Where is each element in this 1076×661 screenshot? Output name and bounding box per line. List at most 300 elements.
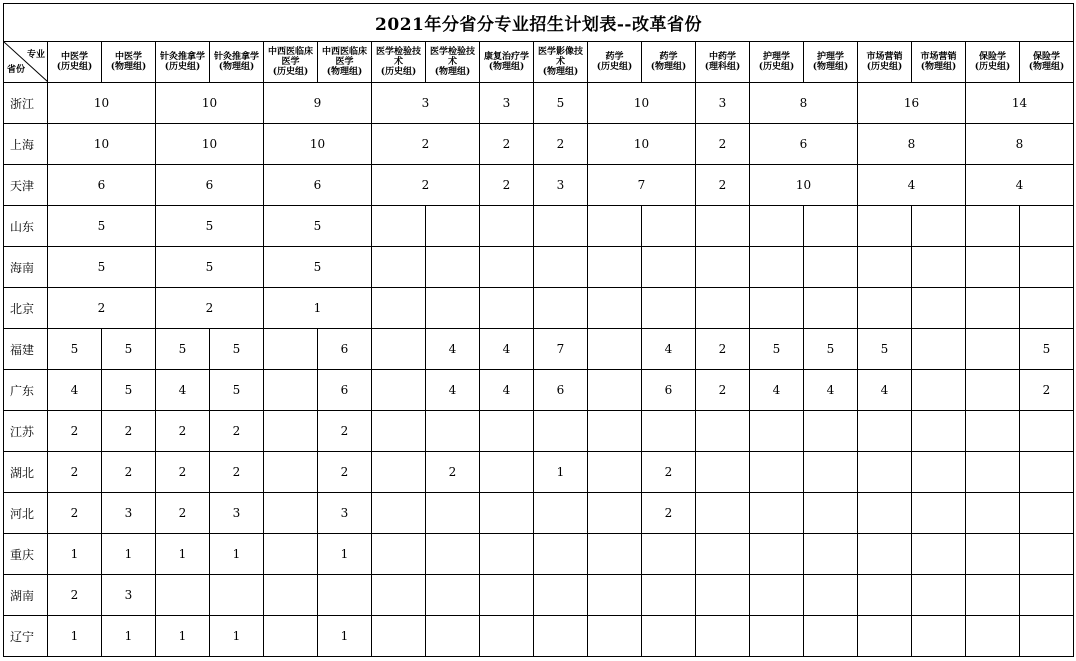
quota-cell[interactable] [966, 411, 1020, 452]
column-header[interactable] [318, 42, 372, 83]
quota-cell[interactable]: 2 [48, 288, 156, 329]
quota-cell[interactable]: 2 [102, 452, 156, 493]
enrollment-plan-table [3, 3, 1074, 657]
quota-cell[interactable] [372, 329, 426, 370]
quota-cell[interactable]: 2 [642, 493, 696, 534]
quota-cell[interactable] [372, 288, 426, 329]
column-header[interactable] [372, 42, 426, 83]
quota-cell[interactable] [588, 206, 642, 247]
quota-cell[interactable]: 8 [858, 124, 966, 165]
quota-cell[interactable]: 2 [696, 370, 750, 411]
quota-cell[interactable]: 8 [750, 83, 858, 124]
quota-cell[interactable] [372, 534, 426, 575]
quota-cell[interactable] [804, 411, 858, 452]
quota-cell[interactable] [1020, 288, 1074, 329]
quota-cell[interactable]: 1 [48, 534, 102, 575]
quota-cell[interactable]: 2 [642, 452, 696, 493]
quota-cell[interactable]: 2 [318, 411, 372, 452]
diagonal-line [4, 42, 48, 82]
quota-cell[interactable] [588, 534, 642, 575]
quota-cell[interactable]: 2 [480, 124, 534, 165]
quota-cell[interactable]: 4 [426, 370, 480, 411]
quota-cell[interactable]: 2 [372, 124, 480, 165]
column-header[interactable] [696, 42, 750, 83]
column-header-label: 针灸推拿学 (物理组) [213, 52, 259, 72]
province-cell[interactable]: 重庆 [4, 534, 48, 575]
quota-cell[interactable] [858, 534, 912, 575]
quota-cell[interactable] [966, 493, 1020, 534]
quota-cell[interactable] [750, 206, 804, 247]
quota-cell[interactable]: 6 [642, 370, 696, 411]
quota-cell[interactable] [372, 575, 426, 616]
quota-cell[interactable] [1020, 411, 1074, 452]
quota-cell[interactable]: 10 [588, 83, 696, 124]
quota-cell[interactable]: 2 [48, 493, 102, 534]
quota-cell[interactable] [858, 575, 912, 616]
quota-cell[interactable] [804, 452, 858, 493]
quota-cell[interactable] [912, 616, 966, 657]
quota-cell[interactable] [1020, 575, 1074, 616]
quota-cell[interactable] [804, 575, 858, 616]
quota-cell[interactable]: 10 [264, 124, 372, 165]
column-header[interactable] [102, 42, 156, 83]
quota-cell[interactable] [696, 247, 750, 288]
quota-cell[interactable]: 10 [48, 83, 156, 124]
quota-cell[interactable]: 8 [966, 124, 1074, 165]
column-header-label: 医学影像技 术 (物理组) [537, 47, 583, 77]
quota-cell[interactable] [858, 411, 912, 452]
quota-cell[interactable] [696, 534, 750, 575]
quota-cell[interactable]: 3 [210, 493, 264, 534]
column-header-label: 保险学 (历史组) [974, 52, 1011, 72]
quota-cell[interactable]: 1 [264, 288, 372, 329]
header-row [4, 42, 1074, 83]
quota-cell[interactable]: 3 [372, 83, 480, 124]
quota-cell[interactable]: 5 [264, 206, 372, 247]
quota-cell[interactable] [642, 534, 696, 575]
quota-cell[interactable] [534, 616, 588, 657]
corner-cell[interactable] [4, 42, 48, 83]
column-header-label: 医学检验技 术 (历史组) [375, 47, 421, 77]
quota-cell[interactable]: 2 [210, 411, 264, 452]
quota-cell[interactable] [372, 206, 426, 247]
quota-cell[interactable]: 5 [102, 370, 156, 411]
quota-cell[interactable] [264, 452, 318, 493]
quota-cell[interactable] [912, 452, 966, 493]
quota-cell[interactable] [1020, 534, 1074, 575]
quota-cell[interactable] [588, 493, 642, 534]
table-row [4, 575, 1074, 616]
column-header-label: 中西医临床 医学 (历史组) [267, 47, 313, 77]
quota-cell[interactable] [858, 247, 912, 288]
table-title[interactable]: 2021年分省分专业招生计划表--改革省份 [4, 4, 1074, 42]
quota-cell[interactable]: 10 [750, 165, 858, 206]
quota-cell[interactable] [858, 288, 912, 329]
quota-cell[interactable] [804, 247, 858, 288]
quota-cell[interactable] [534, 288, 588, 329]
quota-cell[interactable] [534, 247, 588, 288]
quota-cell[interactable]: 6 [534, 370, 588, 411]
quota-cell[interactable]: 4 [750, 370, 804, 411]
quota-cell[interactable]: 6 [750, 124, 858, 165]
column-header[interactable] [588, 42, 642, 83]
province-cell[interactable]: 广东 [4, 370, 48, 411]
quota-cell[interactable]: 4 [642, 329, 696, 370]
quota-cell[interactable]: 2 [156, 288, 264, 329]
quota-cell[interactable]: 2 [534, 124, 588, 165]
quota-cell[interactable]: 4 [858, 165, 966, 206]
column-header[interactable] [642, 42, 696, 83]
quota-cell[interactable] [804, 534, 858, 575]
quota-cell[interactable]: 4 [156, 370, 210, 411]
quota-cell[interactable]: 2 [1020, 370, 1074, 411]
column-header[interactable] [210, 42, 264, 83]
quota-cell[interactable] [264, 493, 318, 534]
quota-cell[interactable] [372, 370, 426, 411]
column-header-label: 中药学 (理科组) [704, 52, 741, 72]
quota-cell[interactable] [426, 616, 480, 657]
quota-cell[interactable]: 5 [48, 329, 102, 370]
quota-cell[interactable] [588, 247, 642, 288]
quota-cell[interactable]: 4 [804, 370, 858, 411]
quota-cell[interactable] [1020, 616, 1074, 657]
quota-cell[interactable] [912, 370, 966, 411]
column-header[interactable] [480, 42, 534, 83]
quota-cell[interactable]: 6 [318, 329, 372, 370]
quota-cell[interactable] [966, 616, 1020, 657]
quota-cell[interactable]: 5 [534, 83, 588, 124]
quota-cell[interactable]: 4 [426, 329, 480, 370]
corner-label-major: 专业 [26, 50, 45, 60]
quota-cell[interactable]: 2 [156, 411, 210, 452]
table-row [4, 206, 1074, 247]
quota-cell[interactable]: 5 [156, 206, 264, 247]
table-row [4, 288, 1074, 329]
province-cell[interactable]: 海南 [4, 247, 48, 288]
column-header-label: 市场营销 (物理组) [920, 52, 957, 72]
quota-cell[interactable] [912, 329, 966, 370]
column-header[interactable] [1020, 42, 1074, 83]
quota-cell[interactable] [1020, 247, 1074, 288]
quota-cell[interactable] [966, 452, 1020, 493]
quota-cell[interactable] [696, 493, 750, 534]
quota-cell[interactable]: 10 [48, 124, 156, 165]
province-cell[interactable]: 天津 [4, 165, 48, 206]
quota-cell[interactable] [696, 452, 750, 493]
column-header[interactable] [48, 42, 102, 83]
quota-cell[interactable]: 4 [966, 165, 1074, 206]
quota-cell[interactable]: 5 [804, 329, 858, 370]
quota-cell[interactable] [588, 452, 642, 493]
quota-cell[interactable] [858, 206, 912, 247]
quota-cell[interactable] [750, 534, 804, 575]
quota-cell[interactable]: 5 [156, 329, 210, 370]
quota-cell[interactable]: 1 [318, 616, 372, 657]
quota-cell[interactable]: 3 [102, 493, 156, 534]
column-header[interactable] [264, 42, 318, 83]
quota-cell[interactable] [912, 206, 966, 247]
quota-cell[interactable] [480, 411, 534, 452]
quota-cell[interactable]: 2 [48, 452, 102, 493]
quota-cell[interactable] [966, 288, 1020, 329]
quota-cell[interactable] [480, 534, 534, 575]
quota-cell[interactable] [588, 411, 642, 452]
quota-cell[interactable]: 6 [264, 165, 372, 206]
quota-cell[interactable] [156, 575, 210, 616]
quota-cell[interactable] [426, 575, 480, 616]
table-row [4, 411, 1074, 452]
quota-cell[interactable]: 3 [102, 575, 156, 616]
quota-cell[interactable] [642, 575, 696, 616]
quota-cell[interactable]: 3 [696, 83, 750, 124]
quota-cell[interactable]: 5 [858, 329, 912, 370]
quota-cell[interactable] [1020, 493, 1074, 534]
table-row [4, 370, 1074, 411]
quota-cell[interactable]: 1 [102, 616, 156, 657]
province-cell[interactable]: 浙江 [4, 83, 48, 124]
quota-cell[interactable] [264, 616, 318, 657]
quota-cell[interactable]: 1 [318, 534, 372, 575]
province-cell[interactable]: 山东 [4, 206, 48, 247]
province-cell[interactable]: 江苏 [4, 411, 48, 452]
column-header[interactable] [912, 42, 966, 83]
quota-cell[interactable]: 2 [156, 493, 210, 534]
quota-cell[interactable]: 5 [102, 329, 156, 370]
quota-cell[interactable]: 2 [696, 124, 750, 165]
quota-cell[interactable] [372, 247, 426, 288]
quota-cell[interactable] [264, 370, 318, 411]
quota-cell[interactable]: 5 [210, 370, 264, 411]
quota-cell[interactable]: 5 [156, 247, 264, 288]
quota-cell[interactable]: 2 [156, 452, 210, 493]
quota-cell[interactable] [264, 534, 318, 575]
corner-label-province: 省份 [7, 65, 26, 75]
column-header[interactable] [750, 42, 804, 83]
quota-cell[interactable] [588, 616, 642, 657]
quota-cell[interactable] [534, 411, 588, 452]
table-row [4, 329, 1074, 370]
quota-cell[interactable]: 2 [696, 165, 750, 206]
column-header-label: 保险学 (物理组) [1028, 52, 1065, 72]
column-header-label: 针灸推拿学 (历史组) [159, 52, 205, 72]
quota-cell[interactable]: 2 [696, 329, 750, 370]
quota-cell[interactable]: 2 [318, 452, 372, 493]
quota-cell[interactable] [642, 206, 696, 247]
column-header-label: 护理学 (物理组) [812, 52, 849, 72]
quota-cell[interactable]: 2 [480, 165, 534, 206]
quota-cell[interactable] [588, 575, 642, 616]
quota-cell[interactable]: 6 [48, 165, 156, 206]
quota-cell[interactable] [426, 411, 480, 452]
quota-cell[interactable] [858, 452, 912, 493]
quota-cell[interactable] [264, 411, 318, 452]
quota-cell[interactable] [642, 247, 696, 288]
quota-cell[interactable]: 3 [318, 493, 372, 534]
quota-cell[interactable] [750, 493, 804, 534]
quota-cell[interactable] [696, 206, 750, 247]
quota-cell[interactable] [642, 616, 696, 657]
quota-cell[interactable] [912, 493, 966, 534]
quota-cell[interactable] [588, 329, 642, 370]
quota-cell[interactable] [750, 452, 804, 493]
column-header-label: 康复治疗学 (物理组) [483, 52, 529, 72]
quota-cell[interactable] [966, 247, 1020, 288]
column-header[interactable] [804, 42, 858, 83]
quota-cell[interactable]: 16 [858, 83, 966, 124]
column-header[interactable] [156, 42, 210, 83]
quota-cell[interactable] [588, 288, 642, 329]
table-row [4, 83, 1074, 124]
quota-cell[interactable] [966, 534, 1020, 575]
quota-cell[interactable] [372, 616, 426, 657]
quota-cell[interactable]: 5 [210, 329, 264, 370]
quota-cell[interactable] [480, 575, 534, 616]
column-header[interactable] [966, 42, 1020, 83]
quota-cell[interactable] [264, 329, 318, 370]
quota-cell[interactable] [480, 206, 534, 247]
quota-cell[interactable]: 2 [426, 452, 480, 493]
quota-cell[interactable]: 2 [48, 575, 102, 616]
quota-cell[interactable]: 1 [210, 616, 264, 657]
province-cell[interactable]: 湖北 [4, 452, 48, 493]
quota-cell[interactable] [750, 247, 804, 288]
quota-cell[interactable]: 5 [48, 206, 156, 247]
quota-cell[interactable] [966, 575, 1020, 616]
quota-cell[interactable] [426, 534, 480, 575]
quota-cell[interactable] [588, 370, 642, 411]
quota-cell[interactable] [264, 575, 318, 616]
quota-cell[interactable]: 6 [156, 165, 264, 206]
quota-cell[interactable]: 5 [750, 329, 804, 370]
column-header-label: 药学 (物理组) [650, 52, 687, 72]
column-header-label: 中西医临床 医学 (物理组) [321, 47, 367, 77]
quota-cell[interactable] [696, 575, 750, 616]
quota-cell[interactable] [696, 616, 750, 657]
quota-cell[interactable]: 2 [102, 411, 156, 452]
quota-cell[interactable] [804, 616, 858, 657]
quota-cell[interactable] [480, 288, 534, 329]
quota-cell[interactable] [534, 493, 588, 534]
quota-cell[interactable] [642, 288, 696, 329]
column-header-label: 市场营销 (历史组) [866, 52, 903, 72]
quota-cell[interactable]: 7 [588, 165, 696, 206]
quota-cell[interactable] [210, 575, 264, 616]
quota-cell[interactable] [858, 616, 912, 657]
quota-cell[interactable] [372, 452, 426, 493]
quota-cell[interactable] [1020, 206, 1074, 247]
quota-cell[interactable]: 1 [48, 616, 102, 657]
quota-cell[interactable] [966, 329, 1020, 370]
quota-cell[interactable]: 2 [372, 165, 480, 206]
quota-cell[interactable] [750, 288, 804, 329]
quota-cell[interactable]: 3 [534, 165, 588, 206]
table-row [4, 165, 1074, 206]
quota-cell[interactable]: 10 [588, 124, 696, 165]
province-cell[interactable]: 北京 [4, 288, 48, 329]
quota-cell[interactable] [696, 411, 750, 452]
column-header[interactable] [858, 42, 912, 83]
province-cell[interactable]: 湖南 [4, 575, 48, 616]
quota-cell[interactable] [480, 247, 534, 288]
column-header[interactable] [534, 42, 588, 83]
quota-cell[interactable]: 1 [534, 452, 588, 493]
quota-cell[interactable] [1020, 452, 1074, 493]
column-header[interactable] [426, 42, 480, 83]
quota-cell[interactable] [912, 575, 966, 616]
quota-cell[interactable] [696, 288, 750, 329]
province-cell[interactable]: 辽宁 [4, 616, 48, 657]
quota-cell[interactable] [912, 411, 966, 452]
quota-cell[interactable] [642, 411, 696, 452]
quota-cell[interactable] [804, 206, 858, 247]
quota-cell[interactable]: 3 [480, 83, 534, 124]
quota-cell[interactable]: 5 [1020, 329, 1074, 370]
quota-cell[interactable] [426, 206, 480, 247]
province-cell[interactable]: 福建 [4, 329, 48, 370]
quota-cell[interactable] [804, 493, 858, 534]
province-cell[interactable]: 河北 [4, 493, 48, 534]
quota-cell[interactable] [426, 288, 480, 329]
column-header-label: 医学检验技 术 (物理组) [429, 47, 475, 77]
quota-cell[interactable] [480, 493, 534, 534]
quota-cell[interactable] [318, 575, 372, 616]
quota-cell[interactable] [804, 288, 858, 329]
quota-cell[interactable] [480, 616, 534, 657]
quota-cell[interactable] [426, 247, 480, 288]
quota-cell[interactable]: 5 [48, 247, 156, 288]
quota-cell[interactable] [372, 411, 426, 452]
quota-cell[interactable] [858, 493, 912, 534]
quota-cell[interactable] [372, 493, 426, 534]
quota-cell[interactable]: 4 [480, 370, 534, 411]
quota-cell[interactable]: 2 [48, 411, 102, 452]
quota-cell[interactable]: 5 [264, 247, 372, 288]
table-row [4, 493, 1074, 534]
quota-cell[interactable] [966, 206, 1020, 247]
quota-cell[interactable]: 9 [264, 83, 372, 124]
quota-cell[interactable] [912, 288, 966, 329]
quota-cell[interactable]: 1 [210, 534, 264, 575]
quota-cell[interactable] [966, 370, 1020, 411]
quota-cell[interactable] [750, 411, 804, 452]
quota-cell[interactable]: 14 [966, 83, 1074, 124]
quota-cell[interactable]: 10 [156, 124, 264, 165]
quota-cell[interactable]: 2 [210, 452, 264, 493]
quota-cell[interactable] [750, 575, 804, 616]
quota-cell[interactable]: 10 [156, 83, 264, 124]
quota-cell[interactable]: 4 [480, 329, 534, 370]
quota-cell[interactable] [534, 575, 588, 616]
quota-cell[interactable] [480, 452, 534, 493]
quota-cell[interactable]: 1 [156, 534, 210, 575]
table-row [4, 247, 1074, 288]
column-header-label: 护理学 (历史组) [758, 52, 795, 72]
quota-cell[interactable] [750, 616, 804, 657]
quota-cell[interactable]: 6 [318, 370, 372, 411]
quota-cell[interactable] [912, 534, 966, 575]
column-header-label: 中医学 (物理组) [110, 52, 147, 72]
quota-cell[interactable] [426, 493, 480, 534]
quota-cell[interactable] [534, 206, 588, 247]
quota-cell[interactable]: 4 [48, 370, 102, 411]
quota-cell[interactable]: 1 [156, 616, 210, 657]
province-cell[interactable]: 上海 [4, 124, 48, 165]
quota-cell[interactable] [534, 534, 588, 575]
quota-cell[interactable] [912, 247, 966, 288]
quota-cell[interactable]: 7 [534, 329, 588, 370]
quota-cell[interactable]: 1 [102, 534, 156, 575]
quota-cell[interactable]: 4 [858, 370, 912, 411]
